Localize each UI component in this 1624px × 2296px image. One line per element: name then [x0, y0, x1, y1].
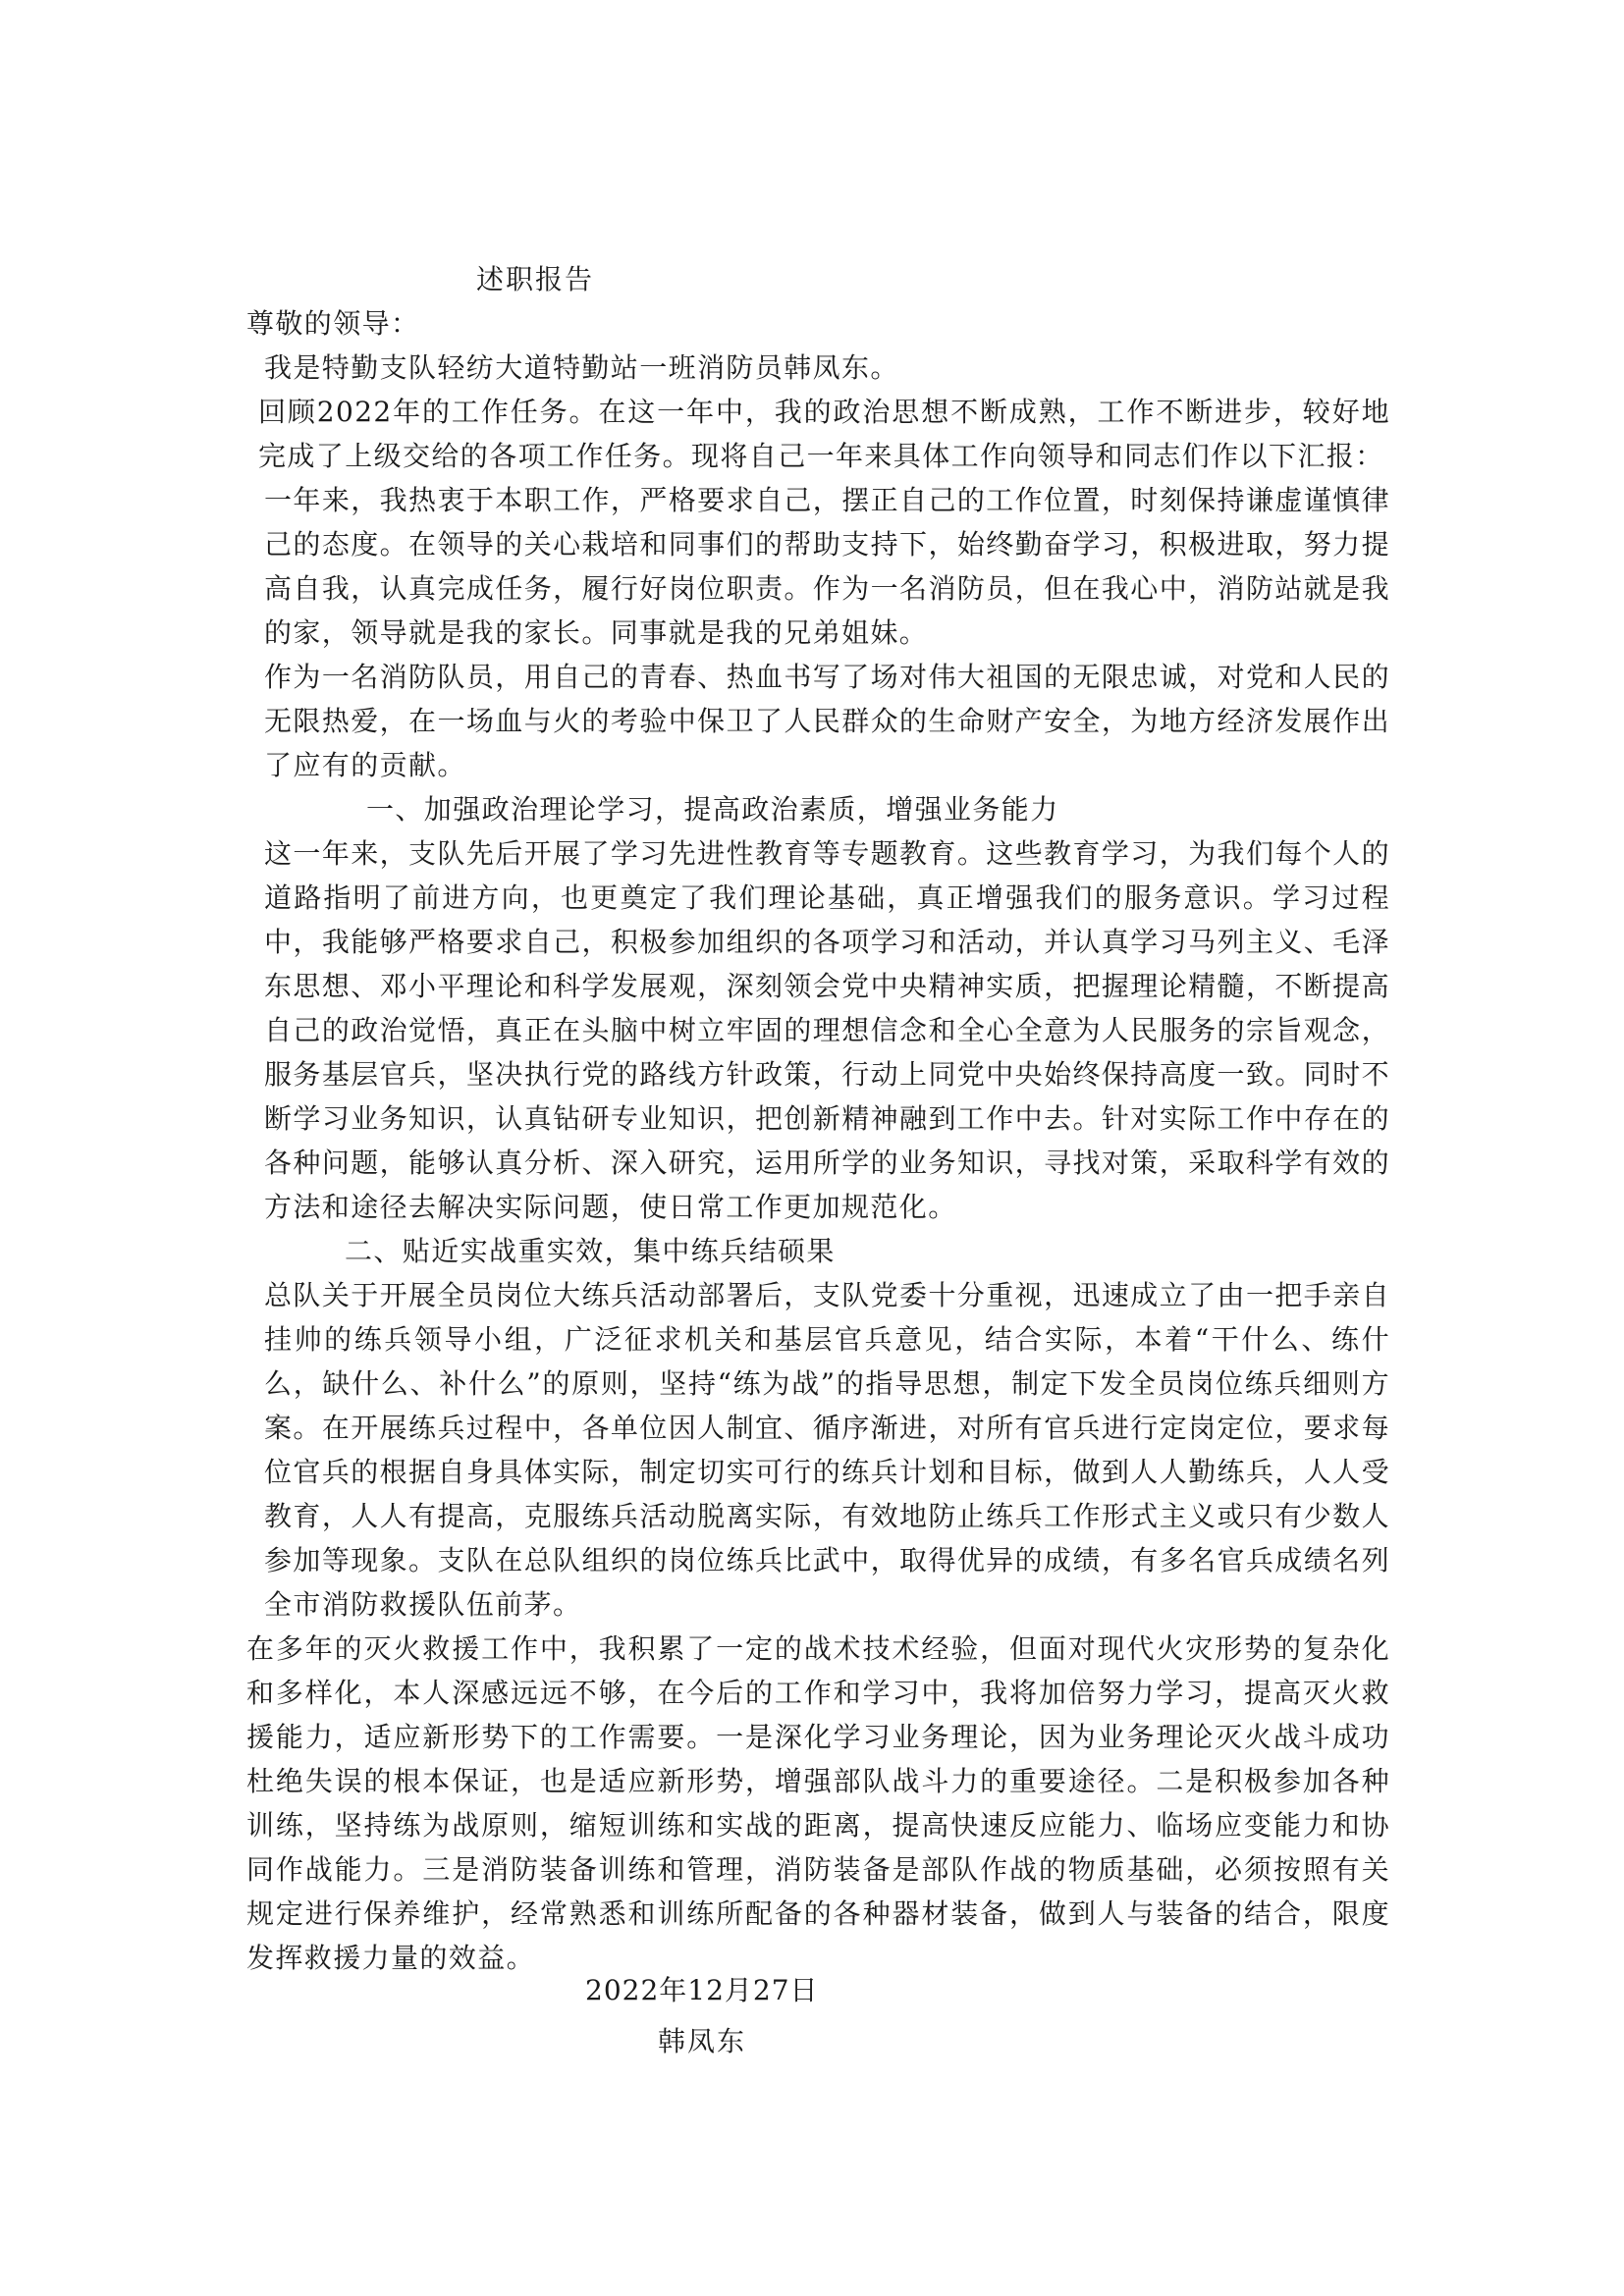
document-body [246, 257, 1390, 1980]
section-2-heading: 二、贴近实战重实效，集中练兵结硕果 [345, 1235, 836, 1267]
section-1-body: 这一年来，支队先后开展了学习先进性教育等专题教育。这些教育学习，为我们每个人的道路指明了前进方向，也更奠定了我们理论基础，真正增强我们的服务意识。学习过程中，我能够严格要求自己，积极参加组织的各项学习和活动，并认真学习马列主义、毛泽东思想、邓小平理论和科学发展观，深刻领会党中央精神实质，把握理论精髓，不断提高自己的政治觉悟，真正在头脑中树立牢固的理想信念和全心全意为人民服务的宗旨观念，服务基层官兵，坚决执行党的路线方针政策，行动上同党中央始终保持高度一致。同时不断学习业务知识，认真钻研专业知识，把创新精神融到工作中去。针对实际工作中存在的各种问题，能够认真分析、深入研究，运用所学的业务知识，寻找对策，采取科学有效的方法和途径去解决实际问题，使日常工作更加规范化。 [264, 837, 1390, 1223]
salutation: 尊敬的领导： [246, 307, 420, 340]
attitude-paragraph: 一年来，我热衷于本职工作，严格要求自己，摆正自己的工作位置，时刻保持谦虚谨慎律己的态度。在领导的关心栽培和同事们的帮助支持下，始终勤奋学习，积极进取，努力提高自我，认真完成任务，履行好岗位职责。作为一名消防员，但在我心中，消防站就是我的家，领导就是我的家长。同事就是我的兄弟姐妹。 [264, 484, 1390, 649]
section-2-body: 总队关于开展全员岗位大练兵活动部署后，支队党委十分重视，迅速成立了由一把手亲自挂帅的练兵领导小组，广泛征求机关和基层官兵意见，结合实际，本着“干什么、练什么，缺什么、补什么”的原则，坚持“练为战”的指导思想，制定下发全员岗位练兵细则方案。在开展练兵过程中，各单位因人制宜、循序渐进，对所有官兵进行定岗定位，要求每位官兵的根据自身具体实际，制定切实可行的练兵计划和目标，做到人人勤练兵，人人受教育，人人有提高，克服练兵活动脱离实际，有效地防止练兵工作形式主义或只有少数人参加等现象。支队在总队组织的岗位练兵比武中，取得优异的成绩，有多名官兵成绩名列全市消防救援队伍前茅。 [264, 1279, 1390, 1621]
signature-name: 韩凤东 [658, 2025, 747, 2057]
document-title: 述职报告 [476, 263, 595, 295]
intro-paragraph: 我是特勤支队轻纺大道特勤站一班消防员韩凤东。 [264, 351, 899, 384]
dedication-paragraph: 作为一名消防队员，用自己的青春、热血书写了场对伟大祖国的无限忠诚，对党和人民的无限热爱，在一场血与火的考验中保卫了人民群众的生命财产安全，为地方经济发展作出了应有的贡献。 [264, 661, 1390, 781]
section-1-heading: 一、加强政治理论学习，提高政治素质，增强业务能力 [366, 793, 1059, 826]
closing-paragraph: 在多年的灭火救援工作中，我积累了一定的战术技术经验，但面对现代火灾形势的复杂化和多样化，本人深感远远不够，在今后的工作和学习中，我将加倍努力学习，提高灭火救援能力，适应新形势下的工作需要。一是深化学习业务理论，因为业务理论灭火战斗成功杜绝失误的根本保证，也是适应新形势，增强部队战斗力的重要途径。二是积极参加各种训练，坚持练为战原则，缩短训练和实战的距离，提高快速反应能力、临场应变能力和协同作战能力。三是消防装备训练和管理，消防装备是部队作战的物质基础，必须按照有关规定进行保养维护，经常熟悉和训练所配备的各种器材装备，做到人与装备的结合，限度发挥救援力量的效益。 [246, 1632, 1390, 1974]
review-paragraph: 回顾2022年的工作任务。在这一年中，我的政治思想不断成熟，工作不断进步，较好地完成了上级交给的各项工作任务。现将自己一年来具体工作向领导和同志们作以下汇报： [258, 396, 1390, 472]
signature-date: 2022年12月27日 [585, 1974, 819, 2006]
